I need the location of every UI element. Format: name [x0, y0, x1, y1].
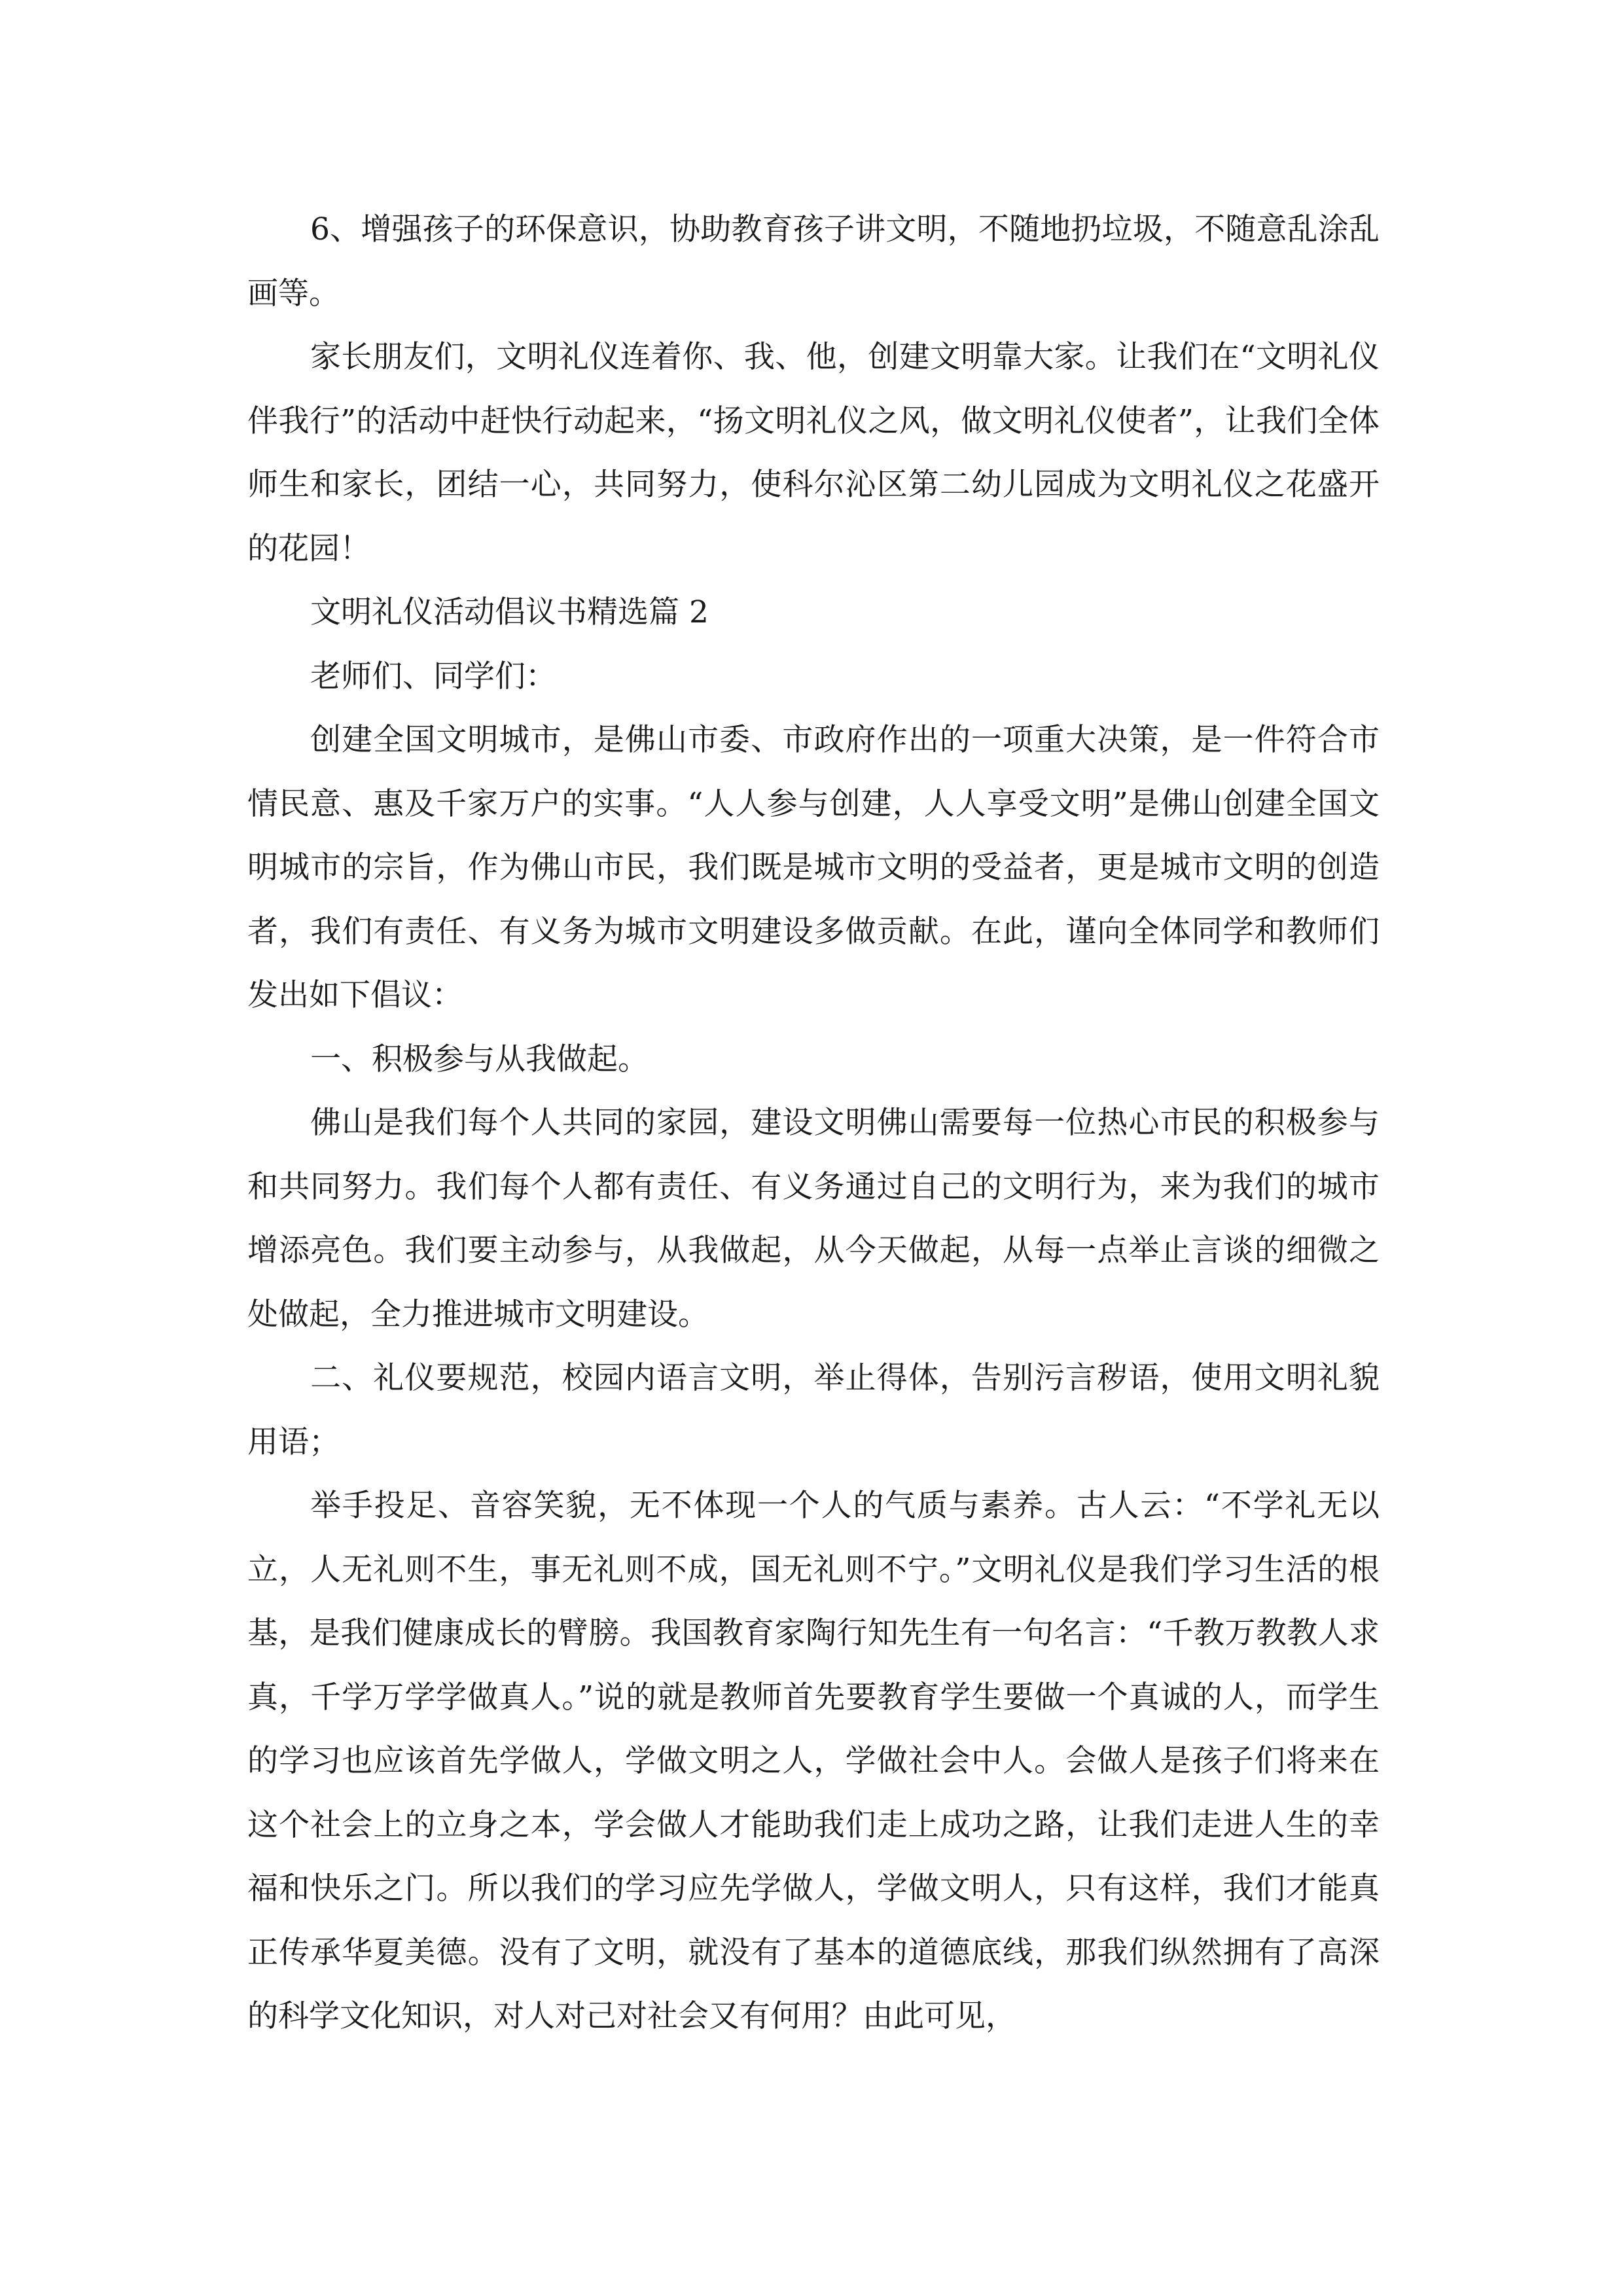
subheading-two: 二、礼仪要规范，校园内语言文明，举止得体，告别污言秽语，使用文明礼貌用语； — [247, 1360, 1380, 1460]
paragraph-point-6: 6、增强孩子的环保意识，协助教育孩子讲文明，不随地扔垃圾，不随意乱涂乱画等。 — [247, 211, 1380, 312]
paragraph-intro: 创建全国文明城市，是佛山市委、市政府作出的一项重大决策，是一件符合市情民意、惠及千家万户的实事。“人人参与创建，人人享受文明”是佛山创建全国文明城市的宗旨，作为佛山市民，我们既是城市文明的受益者，更是城市文明的创造者，我们有责任、有义务为城市文明建设多做贡献。在此，谨向全体同学和教师们发出如下倡议： — [247, 722, 1380, 1013]
document-body — [247, 198, 1380, 2049]
paragraph-participation: 佛山是我们每个人共同的家园，建设文明佛山需要每一位热心市民的积极参与和共同努力。我们每个人都有责任、有义务通过自己的文明行为，来为我们的城市增添亮色。我们要主动参与，从我做起，从今天做起，从每一点举止言谈的细微之处做起，全力推进城市文明建设。 — [247, 1105, 1380, 1333]
paragraph-parents-appeal: 家长朋友们，文明礼仪连着你、我、他，创建文明靠大家。让我们在“文明礼仪伴我行”的活动中赶快行动起来，“扬文明礼仪之风，做文明礼仪使者”，让我们全体师生和家长，团结一心，共同努力，使科尔沁区第二幼儿园成为文明礼仪之花盛开的花园！ — [247, 339, 1380, 567]
section-heading: 文明礼仪活动倡议书精选篇 2 — [310, 594, 709, 630]
paragraph-etiquette: 举手投足、音容笑貌，无不体现一个人的气质与素养。古人云：“不学礼无以立，人无礼则不生，事无礼则不成，国无礼则不宁。”文明礼仪是我们学习生活的根基，是我们健康成长的臂膀。我国教育家陶行知先生有一句名言：“千教万教教人求真，千学万学学做真人。”说的就是教师首先要教育学生要做一个真诚的人，而学生的学习也应该首先学做人，学做文明之人，学做社会中人。会做人是孩子们将来在这个社会上的立身之本，学会做人才能助我们走上成功之路，让我们走进人生的幸福和快乐之门。所以我们的学习应先学做人，学做文明人，只有这样，我们才能真正传承华夏美德。没有了文明，就没有了基本的道德底线，那我们纵然拥有了高深的科学文化知识，对人对己对社会又有何用？由此可见， — [247, 1488, 1380, 2034]
salutation: 老师们、同学们： — [310, 658, 556, 694]
subheading-one: 一、积极参与从我做起。 — [310, 1041, 649, 1077]
